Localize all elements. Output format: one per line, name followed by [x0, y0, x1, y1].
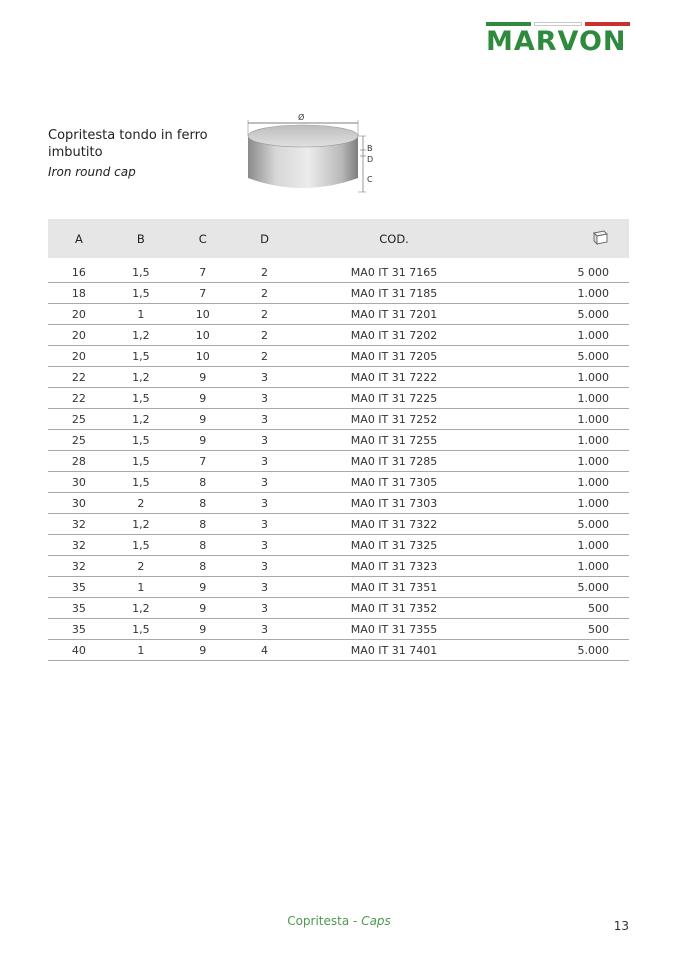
cell-b: 1,5 [110, 430, 172, 451]
page-number: 13 [613, 919, 629, 933]
cell-qty: 1.000 [493, 409, 629, 430]
cell-d: 3 [234, 493, 296, 514]
cell-code: MA0 IT 31 7185 [295, 283, 492, 304]
cell-a: 35 [48, 577, 110, 598]
cell-d: 2 [234, 262, 296, 283]
table-row [48, 283, 629, 304]
cell-d: 3 [234, 598, 296, 619]
cell-c: 9 [172, 577, 234, 598]
cell-qty: 5.000 [493, 346, 629, 367]
table-row [48, 388, 629, 409]
cell-qty: 1.000 [493, 388, 629, 409]
cell-b: 1 [110, 640, 172, 661]
cell-b: 1,5 [110, 619, 172, 640]
table-row [48, 577, 629, 598]
cell-c: 9 [172, 367, 234, 388]
cell-b: 1,2 [110, 325, 172, 346]
header-code: COD. [379, 231, 409, 246]
product-subtitle: Iron round cap [48, 165, 136, 179]
cell-a: 32 [48, 535, 110, 556]
cell-d: 3 [234, 556, 296, 577]
footer-title-it: Copritesta [287, 914, 350, 928]
cell-code: MA0 IT 31 7351 [295, 577, 492, 598]
brand-name: MARVON [486, 26, 627, 57]
cell-qty: 500 [493, 598, 629, 619]
dim-d-label: D [367, 155, 374, 164]
table-row [48, 451, 629, 472]
cell-c: 8 [172, 472, 234, 493]
cell-qty: 1.000 [493, 535, 629, 556]
cell-d: 3 [234, 430, 296, 451]
cell-c: 9 [172, 640, 234, 661]
table-row [48, 598, 629, 619]
cell-b: 1,2 [110, 598, 172, 619]
cell-a: 35 [48, 619, 110, 640]
table-row [48, 535, 629, 556]
header-qty [493, 219, 629, 258]
cell-a: 16 [48, 262, 110, 283]
cell-b: 1,5 [110, 262, 172, 283]
cell-d: 2 [234, 346, 296, 367]
cell-code: MA0 IT 31 7201 [295, 304, 492, 325]
brand-logo [486, 22, 630, 58]
product-table [48, 219, 629, 661]
cell-qty: 5.000 [493, 640, 629, 661]
cell-code: MA0 IT 31 7322 [295, 514, 492, 535]
cell-a: 40 [48, 640, 110, 661]
header-d: D [260, 231, 269, 246]
table-row [48, 619, 629, 640]
cell-d: 2 [234, 283, 296, 304]
cell-b: 1 [110, 304, 172, 325]
cell-code: MA0 IT 31 7305 [295, 472, 492, 493]
cell-a: 25 [48, 409, 110, 430]
cell-b: 1,2 [110, 514, 172, 535]
cell-c: 9 [172, 430, 234, 451]
cell-code: MA0 IT 31 7355 [295, 619, 492, 640]
cell-a: 20 [48, 325, 110, 346]
cell-b: 1,2 [110, 409, 172, 430]
cell-b: 1,5 [110, 388, 172, 409]
cell-qty: 1.000 [493, 472, 629, 493]
cell-b: 1,5 [110, 283, 172, 304]
cell-c: 9 [172, 619, 234, 640]
header-c: C [198, 231, 207, 246]
dim-c-label: C [367, 175, 373, 184]
cell-qty: 1.000 [493, 493, 629, 514]
cell-a: 22 [48, 367, 110, 388]
footer-caption [0, 914, 678, 928]
cell-c: 8 [172, 556, 234, 577]
table-row [48, 304, 629, 325]
cell-qty: 1.000 [493, 556, 629, 577]
cell-code: MA0 IT 31 7401 [295, 640, 492, 661]
cell-d: 3 [234, 409, 296, 430]
cell-d: 2 [234, 304, 296, 325]
cell-c: 7 [172, 283, 234, 304]
cell-qty: 5.000 [493, 577, 629, 598]
cell-a: 18 [48, 283, 110, 304]
cell-c: 9 [172, 409, 234, 430]
cell-d: 3 [234, 367, 296, 388]
cell-code: MA0 IT 31 7165 [295, 262, 492, 283]
dim-b-label: B [367, 144, 373, 153]
cell-b: 1,2 [110, 367, 172, 388]
table-row [48, 472, 629, 493]
cell-c: 9 [172, 388, 234, 409]
cell-d: 3 [234, 388, 296, 409]
cell-code: MA0 IT 31 7303 [295, 493, 492, 514]
table-row [48, 346, 629, 367]
cell-a: 30 [48, 493, 110, 514]
cell-a: 20 [48, 346, 110, 367]
cell-d: 3 [234, 619, 296, 640]
cell-code: MA0 IT 31 7325 [295, 535, 492, 556]
table-row [48, 514, 629, 535]
box-icon [591, 228, 609, 246]
header-b: B [136, 231, 145, 246]
cell-d: 3 [234, 535, 296, 556]
cell-code: MA0 IT 31 7255 [295, 430, 492, 451]
cell-c: 10 [172, 346, 234, 367]
product-title: Copritesta tondo in ferro imbutito [48, 128, 208, 160]
cell-c: 7 [172, 262, 234, 283]
cell-c: 10 [172, 325, 234, 346]
cell-code: MA0 IT 31 7323 [295, 556, 492, 577]
table-row [48, 262, 629, 283]
footer-separator: - [349, 914, 362, 928]
cell-a: 25 [48, 430, 110, 451]
cap-drawing [240, 110, 390, 200]
cell-b: 1,5 [110, 472, 172, 493]
cell-qty: 1.000 [493, 430, 629, 451]
cell-b: 1,5 [110, 346, 172, 367]
table-row [48, 430, 629, 451]
cell-d: 2 [234, 325, 296, 346]
cell-qty: 5.000 [493, 514, 629, 535]
cell-c: 10 [172, 304, 234, 325]
cell-code: MA0 IT 31 7222 [295, 367, 492, 388]
table-row [48, 367, 629, 388]
header-a: A [74, 231, 83, 246]
cell-qty: 500 [493, 619, 629, 640]
cell-qty: 5.000 [493, 304, 629, 325]
cell-qty: 1.000 [493, 283, 629, 304]
cell-qty: 5 000 [493, 262, 629, 283]
cell-b: 2 [110, 556, 172, 577]
cell-a: 32 [48, 514, 110, 535]
table-row [48, 640, 629, 661]
table-row [48, 493, 629, 514]
table-header-row [48, 219, 629, 258]
table-row [48, 556, 629, 577]
cell-d: 4 [234, 640, 296, 661]
table-row [48, 409, 629, 430]
cell-code: MA0 IT 31 7205 [295, 346, 492, 367]
cell-c: 8 [172, 514, 234, 535]
cell-a: 22 [48, 388, 110, 409]
cell-d: 3 [234, 472, 296, 493]
cell-code: MA0 IT 31 7285 [295, 451, 492, 472]
cell-qty: 1.000 [493, 325, 629, 346]
cell-d: 3 [234, 514, 296, 535]
cell-b: 1,5 [110, 451, 172, 472]
cell-a: 28 [48, 451, 110, 472]
cell-a: 30 [48, 472, 110, 493]
cell-a: 35 [48, 598, 110, 619]
diameter-label: Ø [298, 113, 305, 122]
cell-a: 32 [48, 556, 110, 577]
cell-code: MA0 IT 31 7352 [295, 598, 492, 619]
cell-c: 7 [172, 451, 234, 472]
cell-code: MA0 IT 31 7252 [295, 409, 492, 430]
cell-b: 1,5 [110, 535, 172, 556]
cell-code: MA0 IT 31 7202 [295, 325, 492, 346]
cell-qty: 1.000 [493, 367, 629, 388]
table-row [48, 325, 629, 346]
cell-d: 3 [234, 451, 296, 472]
cell-c: 8 [172, 493, 234, 514]
cell-a: 20 [48, 304, 110, 325]
footer-title-en: Caps [361, 914, 391, 928]
cell-d: 3 [234, 577, 296, 598]
cell-code: MA0 IT 31 7225 [295, 388, 492, 409]
cell-b: 1 [110, 577, 172, 598]
cell-c: 9 [172, 598, 234, 619]
cell-b: 2 [110, 493, 172, 514]
cell-qty: 1.000 [493, 451, 629, 472]
cell-c: 8 [172, 535, 234, 556]
